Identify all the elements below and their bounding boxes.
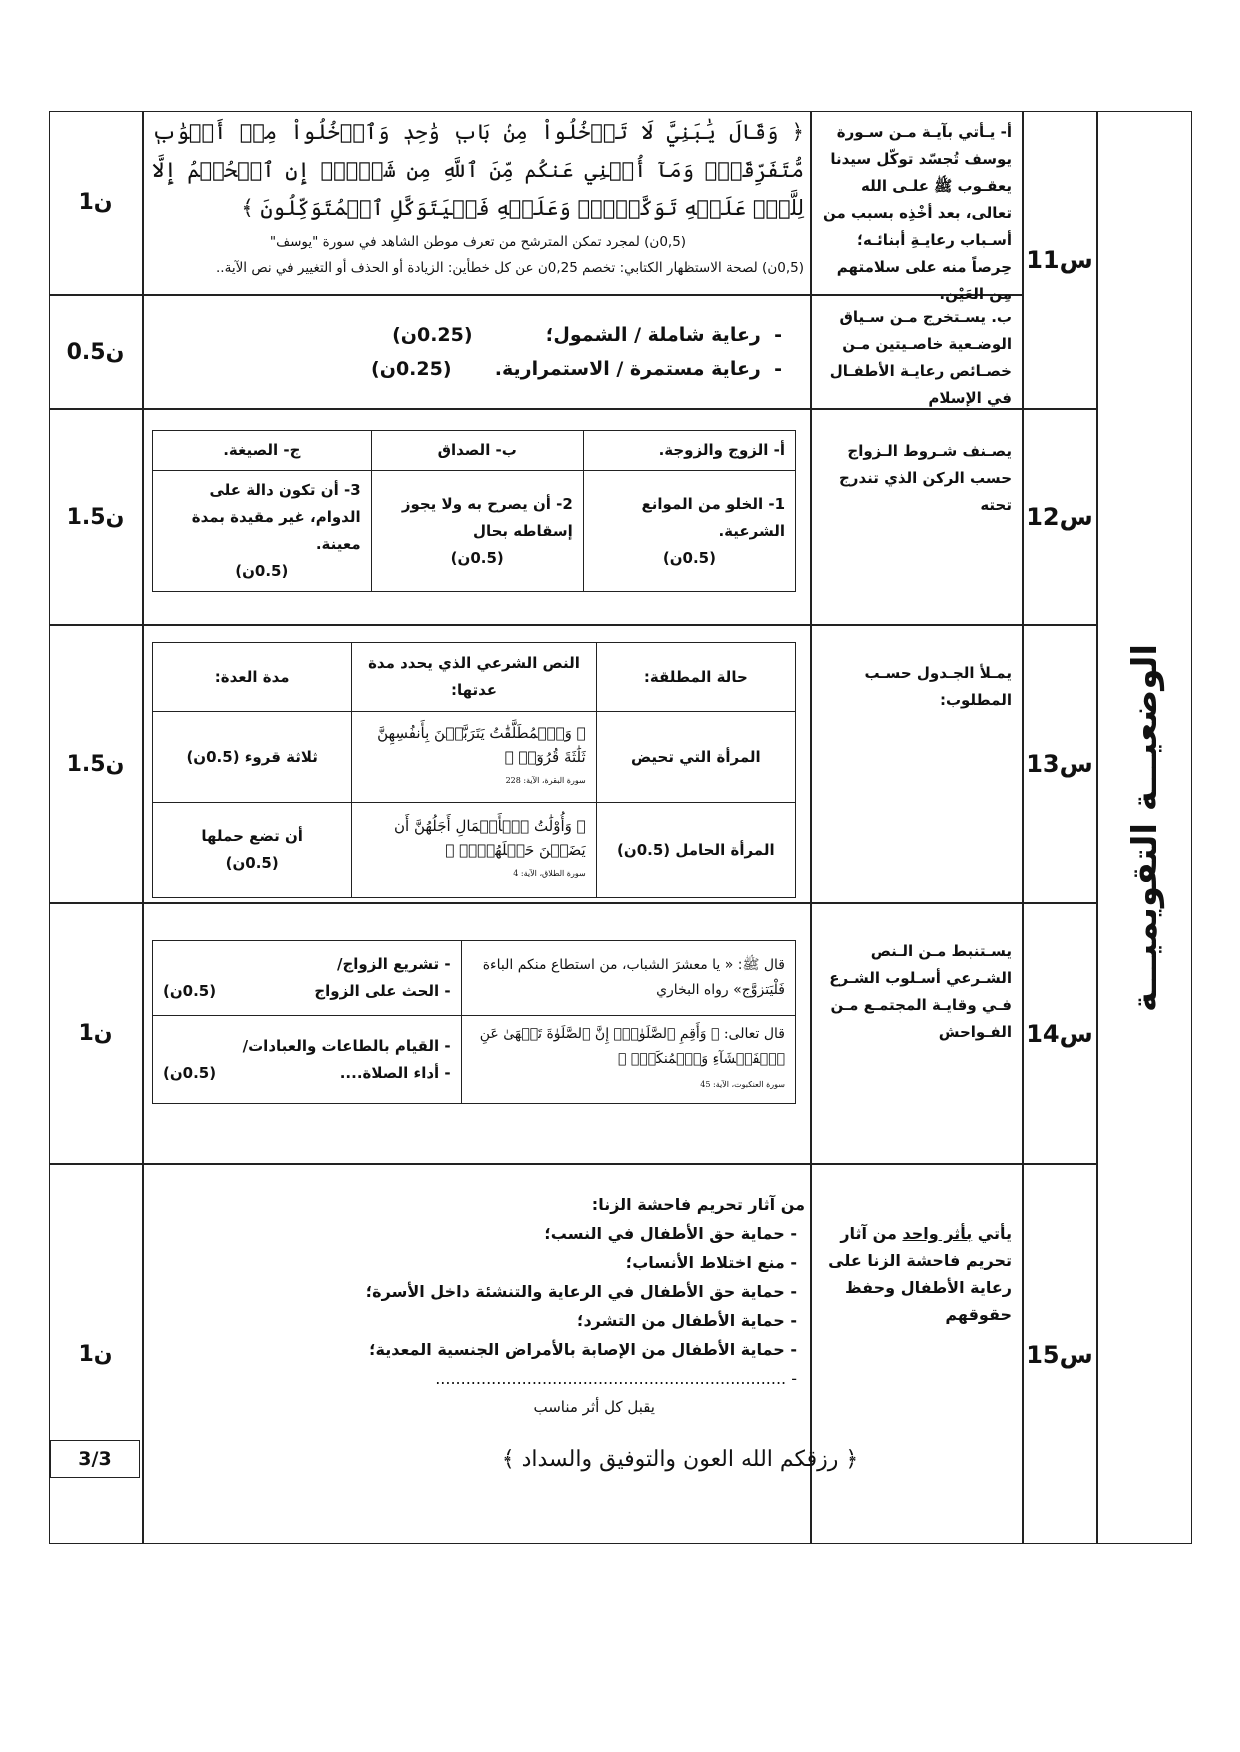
- q14-number: س14: [1026, 1019, 1093, 1048]
- q12-cell-points: (0.5ن): [450, 548, 504, 567]
- q13-question: يمـلأ الجـدول حسـب المطلوب:: [864, 664, 1012, 709]
- q12-cell-text: 1- الخلو من الموانع الشرعية.: [641, 494, 785, 540]
- q12-cell: [153, 471, 372, 592]
- section-label-cell: [1097, 111, 1192, 1544]
- q12-cell-text: 2- أن يصرح به ولا يجوز إسقاطه بحال: [401, 494, 573, 540]
- q15-points: 1ن: [78, 1342, 113, 1367]
- q13-state: المرأة الحامل (0.5ن): [596, 803, 795, 898]
- q14-verse-ref: سورة العنكبوت، الآية: 45: [700, 1080, 785, 1089]
- q15-number: س15: [1026, 1340, 1093, 1369]
- q11a-verse: ﴿ وَقَالَ يَٰبَنِيَّ لَا تَدۡخُلُواْ مِنۢ بَابٖ وَٰحِدٖ وَٱدۡخُلُواْ مِنۡ أَبۡوَٰبٖ مُّتَفَرِّقَةٖۖ وَمَآ أُغۡنِي عَنكُم مِّنَ ٱللَّهِ مِن شَيۡءٍۖ إِنِ ٱلۡحُكۡمُ إِلَّا لِلَّهِۖ عَلَيۡهِ تَوَكَّلۡتُۖ وَعَلَيۡهِ فَلۡيَتَوَكَّلِ ٱلۡمُتَوَكِّلُونَ ﴾: [152, 120, 804, 220]
- q13-verse-ref: سورة الطلاق، الآية: 4: [513, 869, 586, 878]
- q14-points: 1ن: [78, 1021, 113, 1046]
- q13-header: النص الشرعي الذي يحدد مدة عدتها:: [352, 643, 596, 712]
- q14-answer-points: (0.5ن): [163, 1063, 217, 1082]
- q13-verse: ﴿ وَأُوْلَٰتُ ٱلۡأَحۡمَالِ أَجَلُهُنَّ أَن يَضَعۡنَ حَمۡلَهُنَّۚ ﴾: [394, 817, 586, 859]
- q13-verse-cell: [352, 803, 596, 898]
- q13-period-points: (0.5ن): [225, 854, 279, 872]
- q13-verse: ﴿ وَٱلۡمُطَلَّقَٰتُ يَتَرَبَّصۡنَ بِأَنفُسِهِنَّ ثَلَٰثَةَ قُرُوٓءٖ ﴾: [377, 724, 586, 766]
- q14-answer: - أداء الصلاة....: [339, 1063, 451, 1082]
- q15-question-part: بأثر واحد: [902, 1224, 973, 1243]
- q15-accept-note: يقبل كل أثر مناسب: [533, 1398, 655, 1416]
- blessing: ﴿ رزقكم الله العون والتوفيق والسداد ﴾: [501, 1446, 859, 1472]
- q14-text: قال ﷺ: « يا معشرَ الشباب، من استطاع منكم الباءة فَلْيَتزوَّج» رواه البخاري: [461, 941, 795, 1016]
- row-divider: [49, 902, 1096, 904]
- q12-header: أ- الزوج والزوجة.: [583, 431, 795, 471]
- q11-number: س11: [1026, 245, 1093, 274]
- q15-question: [812, 1212, 1022, 1332]
- q13-points: 1.5ن: [66, 751, 125, 777]
- q11a-question: أ- يـأتي بآيـة مـن سـورة يوسف تُجسّد توكّل سيدنا يعقـوب ﷺ علـى الله تعالى، بعد أخْذِه بسبب من أسـباب رعايـةِ أبنائـه؛ حِرصاً منه على سلامتهم مِن العَيْن.: [822, 123, 1012, 303]
- q13-period: أن تضع حملها: [201, 827, 303, 845]
- q11b-answer-points: (0.25ن): [371, 358, 452, 380]
- q14-question: يسـتنبط مـن الـنص الشـرعي أسـلوب الشـرع فـي وقايـة المجتمـع مـن الفـواحش: [829, 942, 1012, 1041]
- q12-cell: [583, 471, 795, 592]
- q12-header: ب- الصداق: [371, 431, 583, 471]
- q15-item: - حماية حق الأطفال في الرعاية والتنشئة داخل الأسرة؛: [365, 1282, 797, 1301]
- q12-cell-points: (0.5ن): [235, 562, 289, 580]
- q11a-points: 1ن: [78, 190, 113, 215]
- q11b-answer-text: رعاية شاملة / الشمول؛: [545, 324, 761, 346]
- q13-period: ثلاثة قروء (0.5ن): [153, 712, 352, 803]
- points-column-divider: [142, 111, 144, 1544]
- q12-cell: [371, 471, 583, 592]
- section-label: الوضعيـــة التقويميـــة: [1124, 643, 1165, 1012]
- q13-header: حالة المطلقة:: [596, 643, 795, 712]
- page-number: 3/3: [50, 1440, 140, 1478]
- q14-answer-cell: [153, 941, 462, 1016]
- q11b-answer-text: رعاية مستمرة / الاستمرارية.: [494, 358, 761, 380]
- q15-question-part: من آثار تحريم فاحشة الزنا على رعاية الأطفال وحفظ حقوقهم: [828, 1224, 1012, 1324]
- q12-question: يصـنف شـروط الـزواج حسب الركن الذي تندرج تحته: [839, 442, 1012, 514]
- q11b-question: ب. يسـتخرج مـن سـياق الوضـعية خاصـيتين مـن خصـائص رعايـة الأطفـال في الإسلام: [829, 308, 1012, 407]
- q14-answer: - القيام بالطاعات والعبادات/: [242, 1036, 451, 1055]
- q13-number: س13: [1026, 750, 1093, 778]
- q14-verse-cell: [461, 1016, 795, 1104]
- q11b-answer-points: (0.25ن): [392, 324, 473, 346]
- q13-header: مدة العدة:: [153, 643, 352, 712]
- q12-number: س12: [1026, 503, 1093, 531]
- q12-cell-points: (0.5ن): [662, 548, 716, 567]
- q13-verse-ref: سورة البقرة، الآية: 228: [505, 776, 586, 785]
- q15-item: - حماية حق الأطفال في النسب؛: [544, 1224, 797, 1243]
- q12-header: ج- الصيغة.: [153, 431, 372, 471]
- q15-item: - حماية الأطفال من التشرد؛: [577, 1311, 797, 1330]
- q15-item: - .....................................................................: [435, 1369, 797, 1388]
- q13-table: [152, 642, 796, 898]
- q11b-answer-item: - رعاية شاملة / الشمول؛ (0.25ن): [392, 324, 782, 346]
- q12-points: 1.5ن: [66, 504, 125, 530]
- q12-cell-text: 3- أن تكون دالة على الدوام، غير مقيدة بمدة معينة.: [191, 481, 361, 553]
- q11a-note-2: (0,5ن) لصحة الاستظهار الكتابي: تخصم 0,25ن عن كل خطأين: الزيادة أو الحذف أو التغيير في نص الآية..: [216, 260, 804, 276]
- q15-question-part: يأتي: [972, 1224, 1012, 1243]
- q14-table: [152, 940, 796, 1104]
- q13-state: المرأة التي تحيض: [596, 712, 795, 803]
- q14-answer: - الحث على الزواج: [314, 982, 451, 1000]
- q14-answer: - تشريع الزواج/: [337, 955, 451, 973]
- row-divider: [49, 624, 1096, 626]
- q13-period-cell: [153, 803, 352, 898]
- q14-answer-cell: [153, 1016, 462, 1104]
- q14-answer-points: (0.5ن): [163, 982, 217, 1000]
- row-divider: [49, 1163, 1096, 1165]
- q12-table: [152, 430, 796, 592]
- q14-text: قال تعالى: ﴿ وَأَقِمِ ٱلصَّلَوٰةَۖ إِنَّ ٱلصَّلَوٰةَ تَنۡهَىٰ عَنِ ٱلۡفَحۡشَآءِ وَٱلۡمُنكَرِۗ ﴾: [479, 1026, 785, 1067]
- q15-item: - حماية الأطفال من الإصابة بالأمراض الجنسية المعدية؛: [369, 1340, 797, 1359]
- q11a-note-1: (0,5ن) لمجرد تمكن المترشح من تعرف موطن الشاهد في سورة "يوسف": [269, 234, 687, 250]
- q11b-answer-item: - رعاية مستمرة / الاستمرارية. (0.25ن): [371, 358, 782, 380]
- q15-answer-title: من آثار تحريم فاحشة الزنا:: [591, 1195, 805, 1214]
- q15-item: - منع اختلاط الأنساب؛: [625, 1253, 797, 1272]
- q13-verse-cell: [352, 712, 596, 803]
- q11b-points: 0.5ن: [66, 339, 125, 365]
- q11a-answer: [152, 113, 804, 293]
- q11b-answer: [152, 318, 792, 398]
